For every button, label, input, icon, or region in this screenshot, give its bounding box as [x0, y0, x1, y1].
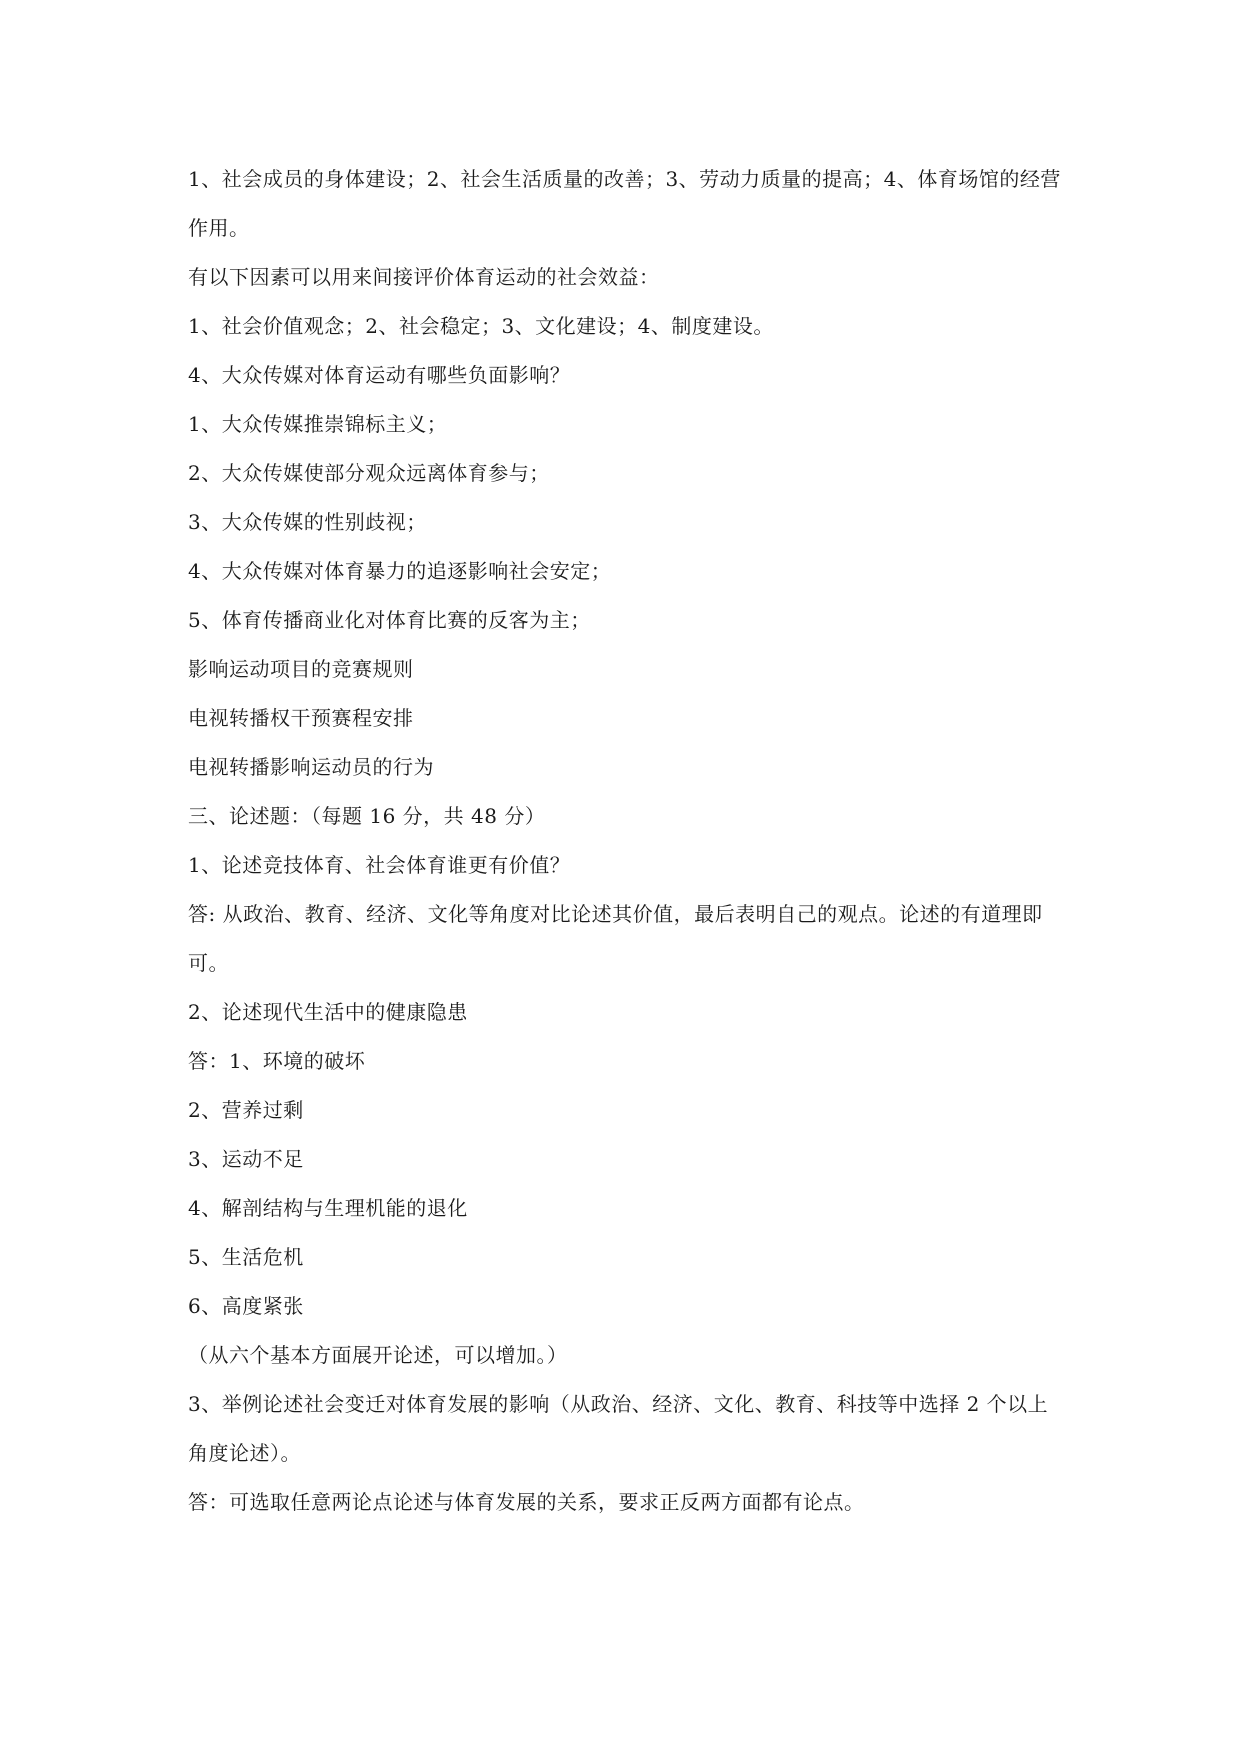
text-line: 可。	[188, 951, 229, 975]
text-line: 1、社会成员的身体建设；2、社会生活质量的改善；3、劳动力质量的提高；4、体育场馆的经营	[188, 167, 1061, 191]
document-body	[188, 155, 1061, 1527]
text-line: 2、营养过剩	[188, 1098, 304, 1122]
text-line: 有以下因素可以用来间接评价体育运动的社会效益：	[188, 265, 660, 289]
text-line: 5、体育传播商业化对体育比赛的反客为主；	[188, 608, 591, 632]
text-line: 角度论述）。	[188, 1441, 301, 1465]
text-line: 影响运动项目的竞赛规则	[188, 657, 414, 681]
answer-line: 答: 从政治、教育、经济、文化等角度对比论述其价值，最后表明自己的观点。论述的有道理即	[188, 902, 1043, 926]
question-heading: 3、举例论述社会变迁对体育发展的影响（从政治、经济、文化、教育、科技等中选择 2 个以上	[188, 1392, 1049, 1416]
question-heading: 2、论述现代生活中的健康隐患	[188, 1000, 468, 1024]
text-line: 作用。	[188, 216, 250, 240]
text-line: 2、大众传媒使部分观众远离体育参与；	[188, 461, 550, 485]
text-line: 1、社会价值观念；2、社会稳定；3、文化建设；4、制度建设。	[188, 314, 774, 338]
text-line: 3、大众传媒的性别歧视；	[188, 510, 427, 534]
text-line: 电视转播权干预赛程安排	[188, 706, 414, 730]
answer-line: 答：可选取任意两论点论述与体育发展的关系，要求正反两方面都有论点。	[188, 1490, 865, 1514]
text-line: 5、生活危机	[188, 1245, 304, 1269]
text-line: 4、解剖结构与生理机能的退化	[188, 1196, 468, 1220]
text-line: 6、高度紧张	[188, 1294, 304, 1318]
question-heading: 1、论述竞技体育、社会体育谁更有价值？	[188, 853, 571, 877]
text-line: 1、大众传媒推崇锦标主义；	[188, 412, 448, 436]
text-line: （从六个基本方面展开论述，可以增加。）	[188, 1343, 568, 1367]
question-heading: 4、大众传媒对体育运动有哪些负面影响？	[188, 363, 571, 387]
text-line: 3、运动不足	[188, 1147, 304, 1171]
text-line: 电视转播影响运动员的行为	[188, 755, 434, 779]
answer-line: 答：1、环境的破坏	[188, 1049, 366, 1073]
text-line: 4、大众传媒对体育暴力的追逐影响社会安定；	[188, 559, 612, 583]
section-heading: 三、论述题：（每题 16 分，共 48 分）	[188, 804, 546, 828]
